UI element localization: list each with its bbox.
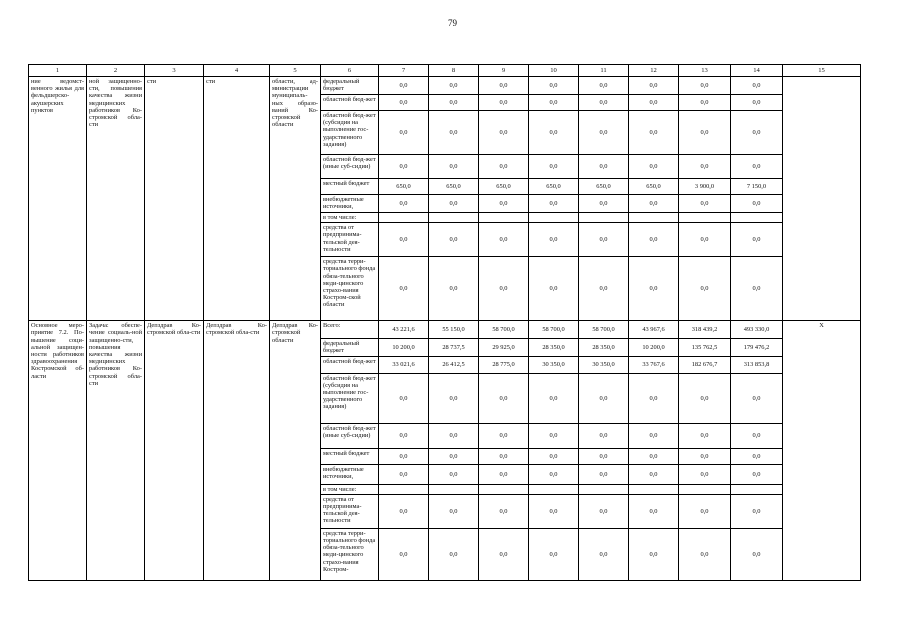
amount-cell: 0,0 xyxy=(479,77,529,95)
amount-cell: 29 925,0 xyxy=(479,339,529,356)
amount-cell: 0,0 xyxy=(429,155,479,179)
amount-cell: 28 737,5 xyxy=(429,339,479,356)
amount-cell: 0,0 xyxy=(529,257,579,321)
amount-cell: 0,0 xyxy=(479,257,529,321)
amount-cell: 0,0 xyxy=(629,95,679,111)
column-number: 1 xyxy=(29,65,87,77)
amount-cell: 58 700,0 xyxy=(479,321,529,339)
amount-cell: 0,0 xyxy=(379,223,429,257)
amount-cell: 0,0 xyxy=(479,223,529,257)
amount-cell: 30 350,0 xyxy=(579,356,629,373)
measure-c4-cell: Депздрав Ко-стромской обла-сти xyxy=(204,321,270,581)
amount-cell xyxy=(679,213,731,223)
amount-cell: 0,0 xyxy=(379,95,429,111)
amount-cell: 0,0 xyxy=(429,111,479,155)
amount-cell: 0,0 xyxy=(731,155,783,179)
amount-cell: 55 150,0 xyxy=(429,321,479,339)
amount-cell: 0,0 xyxy=(731,423,783,448)
amount-cell: 0,0 xyxy=(429,448,479,464)
amount-cell: 0,0 xyxy=(731,195,783,213)
amount-cell: 0,0 xyxy=(679,528,731,580)
funding-source-label: областной бюд-жет (субсидия на выполнение гос-ударственного задания) xyxy=(321,373,379,423)
amount-cell: 0,0 xyxy=(479,95,529,111)
amount-cell: 0,0 xyxy=(579,448,629,464)
amount-cell: 28 350,0 xyxy=(529,339,579,356)
amount-cell: 0,0 xyxy=(379,528,429,580)
amount-cell: 0,0 xyxy=(479,195,529,213)
column-15-cell xyxy=(783,77,861,321)
column-number: 12 xyxy=(629,65,679,77)
amount-cell: 0,0 xyxy=(629,195,679,213)
amount-cell: 0,0 xyxy=(731,528,783,580)
amount-cell: 0,0 xyxy=(629,528,679,580)
budget-table xyxy=(28,64,861,581)
amount-cell: 0,0 xyxy=(429,373,479,423)
amount-cell: 0,0 xyxy=(429,423,479,448)
funding-source-label: местный бюджет xyxy=(321,179,379,195)
amount-cell: 0,0 xyxy=(579,494,629,528)
amount-cell: 0,0 xyxy=(731,77,783,95)
amount-cell: 0,0 xyxy=(629,223,679,257)
amount-cell: 0,0 xyxy=(579,373,629,423)
amount-cell: 0,0 xyxy=(579,464,629,484)
amount-cell: 0,0 xyxy=(679,464,731,484)
funding-source-label: средства от предпринима-тельской дея-тельности xyxy=(321,223,379,257)
amount-cell: 0,0 xyxy=(579,195,629,213)
funding-source-label: федеральный бюджет xyxy=(321,339,379,356)
amount-cell xyxy=(529,484,579,494)
amount-cell xyxy=(629,484,679,494)
column-number: 2 xyxy=(87,65,145,77)
amount-cell: 179 476,2 xyxy=(731,339,783,356)
funding-source-label: средства терри-ториального фонда обяза-тельного меди-цинского страхо-вания Костром-ской области xyxy=(321,257,379,321)
amount-cell: 0,0 xyxy=(731,373,783,423)
amount-cell: 0,0 xyxy=(379,423,429,448)
amount-cell: 0,0 xyxy=(579,77,629,95)
amount-cell: 0,0 xyxy=(479,423,529,448)
amount-cell xyxy=(479,484,529,494)
amount-cell: 0,0 xyxy=(679,423,731,448)
amount-cell: 0,0 xyxy=(529,373,579,423)
amount-cell: 318 439,2 xyxy=(679,321,731,339)
amount-cell xyxy=(529,213,579,223)
amount-cell: 0,0 xyxy=(379,448,429,464)
amount-cell: 0,0 xyxy=(579,155,629,179)
amount-cell: 0,0 xyxy=(679,257,731,321)
amount-cell: 0,0 xyxy=(629,423,679,448)
funding-source-label: областной бюд-жет xyxy=(321,95,379,111)
amount-cell: 0,0 xyxy=(731,464,783,484)
amount-cell: 0,0 xyxy=(529,77,579,95)
amount-cell: 7 150,0 xyxy=(731,179,783,195)
amount-cell: 0,0 xyxy=(429,528,479,580)
measure-c5-cell: Депздрав Ко-стромской области xyxy=(270,321,321,581)
column-number: 8 xyxy=(429,65,479,77)
amount-cell: 10 200,0 xyxy=(379,339,429,356)
amount-cell: 0,0 xyxy=(529,155,579,179)
measure-c2-cell: ной защищенно-сти, повышения качества жизни медицинских работников Ко-стромской обла-сти xyxy=(87,77,145,321)
funding-source-label: местный бюджет xyxy=(321,448,379,464)
amount-cell: 0,0 xyxy=(529,223,579,257)
funding-row xyxy=(29,321,861,339)
amount-cell: 0,0 xyxy=(679,373,731,423)
amount-cell: 0,0 xyxy=(529,423,579,448)
amount-cell: 0,0 xyxy=(579,423,629,448)
funding-source-label: в том числе: xyxy=(321,213,379,223)
column-number: 11 xyxy=(579,65,629,77)
amount-cell: 0,0 xyxy=(429,77,479,95)
amount-cell: 0,0 xyxy=(629,111,679,155)
column-number: 14 xyxy=(731,65,783,77)
amount-cell: 0,0 xyxy=(731,95,783,111)
funding-source-label: федеральный бюджет xyxy=(321,77,379,95)
funding-source-label: областной бюд-жет (субсидия на выполнение гос-ударственного задания) xyxy=(321,111,379,155)
column-number: 5 xyxy=(270,65,321,77)
funding-source-label: Всего: xyxy=(321,321,379,339)
amount-cell: 650,0 xyxy=(579,179,629,195)
measure-c5-cell: области, ад-министрации муниципаль-ных образо-ваний Ко-стромской области xyxy=(270,77,321,321)
column-number: 9 xyxy=(479,65,529,77)
amount-cell: 0,0 xyxy=(679,223,731,257)
funding-source-label: областной бюд-жет (иные суб-сидии) xyxy=(321,423,379,448)
amount-cell: 0,0 xyxy=(731,448,783,464)
amount-cell: 0,0 xyxy=(479,464,529,484)
amount-cell: 0,0 xyxy=(629,257,679,321)
column-number: 15 xyxy=(783,65,861,77)
amount-cell: 0,0 xyxy=(529,448,579,464)
column-number: 6 xyxy=(321,65,379,77)
amount-cell: 0,0 xyxy=(479,373,529,423)
measure-c1-cell: Основное меро-приятие 7.2. По-вышение соци-альной защищен-ности работников здравоохранения Костромской об-ласти xyxy=(29,321,87,581)
amount-cell: 650,0 xyxy=(529,179,579,195)
amount-cell: 650,0 xyxy=(479,179,529,195)
amount-cell: 0,0 xyxy=(629,448,679,464)
amount-cell: 0,0 xyxy=(479,155,529,179)
funding-row xyxy=(29,77,861,95)
amount-cell: 0,0 xyxy=(629,373,679,423)
amount-cell: 58 700,0 xyxy=(579,321,629,339)
amount-cell: 10 200,0 xyxy=(629,339,679,356)
amount-cell: 0,0 xyxy=(679,111,731,155)
amount-cell: 33 021,6 xyxy=(379,356,429,373)
amount-cell: 0,0 xyxy=(429,494,479,528)
amount-cell xyxy=(379,213,429,223)
amount-cell: 0,0 xyxy=(731,223,783,257)
amount-cell: 0,0 xyxy=(429,464,479,484)
amount-cell: 182 676,7 xyxy=(679,356,731,373)
amount-cell: 0,0 xyxy=(679,77,731,95)
amount-cell: 0,0 xyxy=(379,464,429,484)
amount-cell: 0,0 xyxy=(731,494,783,528)
amount-cell xyxy=(679,484,731,494)
amount-cell: 28 350,0 xyxy=(579,339,629,356)
amount-cell: 0,0 xyxy=(429,95,479,111)
amount-cell: 43 967,6 xyxy=(629,321,679,339)
amount-cell: 0,0 xyxy=(379,195,429,213)
amount-cell: 0,0 xyxy=(529,464,579,484)
column-number-row xyxy=(29,65,861,77)
amount-cell: 0,0 xyxy=(679,195,731,213)
measure-c4-cell: сти xyxy=(204,77,270,321)
amount-cell: 0,0 xyxy=(579,223,629,257)
funding-source-label: внебюджетные источники, xyxy=(321,195,379,213)
amount-cell xyxy=(429,484,479,494)
amount-cell xyxy=(379,484,429,494)
page-number: 79 xyxy=(448,18,457,28)
amount-cell: 650,0 xyxy=(629,179,679,195)
amount-cell: 26 412,5 xyxy=(429,356,479,373)
amount-cell: 0,0 xyxy=(529,95,579,111)
amount-cell: 0,0 xyxy=(479,111,529,155)
measure-c2-cell: Задача: обеспе-чение социаль-ной защищенно-сти, повышения качества жизни медицинских работников Ко-стромской обла-сти xyxy=(87,321,145,581)
amount-cell: 0,0 xyxy=(629,464,679,484)
amount-cell: 0,0 xyxy=(731,111,783,155)
amount-cell: 0,0 xyxy=(379,257,429,321)
amount-cell: 0,0 xyxy=(379,494,429,528)
amount-cell: 0,0 xyxy=(379,77,429,95)
amount-cell: 0,0 xyxy=(379,111,429,155)
amount-cell xyxy=(479,213,529,223)
amount-cell: 0,0 xyxy=(429,223,479,257)
amount-cell: 0,0 xyxy=(579,257,629,321)
funding-source-label: в том числе: xyxy=(321,484,379,494)
amount-cell: 33 767,6 xyxy=(629,356,679,373)
amount-cell: 0,0 xyxy=(479,528,529,580)
amount-cell xyxy=(731,213,783,223)
amount-cell: 0,0 xyxy=(529,111,579,155)
funding-source-label: средства от предпринима-тельской дея-тельности xyxy=(321,494,379,528)
amount-cell: 493 330,0 xyxy=(731,321,783,339)
funding-source-label: областной бюд-жет (иные суб-сидии) xyxy=(321,155,379,179)
column-number: 7 xyxy=(379,65,429,77)
amount-cell: 0,0 xyxy=(679,95,731,111)
amount-cell: 58 700,0 xyxy=(529,321,579,339)
column-number: 10 xyxy=(529,65,579,77)
amount-cell: 0,0 xyxy=(629,77,679,95)
amount-cell: 0,0 xyxy=(429,195,479,213)
measure-c3-cell: Депздрав Ко-стромской обла-сти xyxy=(145,321,204,581)
amount-cell: 313 853,8 xyxy=(731,356,783,373)
amount-cell: 0,0 xyxy=(579,111,629,155)
amount-cell: 0,0 xyxy=(731,257,783,321)
column-number: 4 xyxy=(204,65,270,77)
amount-cell: 0,0 xyxy=(429,257,479,321)
column-15-cell: X xyxy=(783,321,861,581)
amount-cell: 0,0 xyxy=(629,494,679,528)
amount-cell: 135 762,5 xyxy=(679,339,731,356)
amount-cell: 0,0 xyxy=(479,494,529,528)
amount-cell xyxy=(429,213,479,223)
amount-cell: 43 221,6 xyxy=(379,321,429,339)
measure-c3-cell: сти xyxy=(145,77,204,321)
amount-cell: 30 350,0 xyxy=(529,356,579,373)
amount-cell: 0,0 xyxy=(679,494,731,528)
funding-source-label: внебюджетные источники, xyxy=(321,464,379,484)
amount-cell: 650,0 xyxy=(429,179,479,195)
amount-cell xyxy=(579,484,629,494)
amount-cell: 0,0 xyxy=(529,528,579,580)
amount-cell xyxy=(731,484,783,494)
column-number: 13 xyxy=(679,65,731,77)
amount-cell: 0,0 xyxy=(379,373,429,423)
funding-source-label: областной бюд-жет xyxy=(321,356,379,373)
amount-cell: 0,0 xyxy=(379,155,429,179)
amount-cell xyxy=(629,213,679,223)
amount-cell: 3 900,0 xyxy=(679,179,731,195)
amount-cell: 0,0 xyxy=(629,155,679,179)
amount-cell xyxy=(579,213,629,223)
amount-cell: 0,0 xyxy=(529,195,579,213)
column-number: 3 xyxy=(145,65,204,77)
funding-source-label: средства терри-ториального фонда обяза-тельного меди-цинского страхо-вания Костром- xyxy=(321,528,379,580)
budget-sheet xyxy=(28,64,861,581)
measure-c1-cell: ние ведомст-венного жилья для фельдшерско-акушерских пунктов xyxy=(29,77,87,321)
amount-cell: 0,0 xyxy=(529,494,579,528)
amount-cell: 0,0 xyxy=(579,528,629,580)
amount-cell: 650,0 xyxy=(379,179,429,195)
amount-cell: 0,0 xyxy=(679,448,731,464)
amount-cell: 0,0 xyxy=(479,448,529,464)
amount-cell: 28 775,0 xyxy=(479,356,529,373)
amount-cell: 0,0 xyxy=(679,155,731,179)
amount-cell: 0,0 xyxy=(579,95,629,111)
